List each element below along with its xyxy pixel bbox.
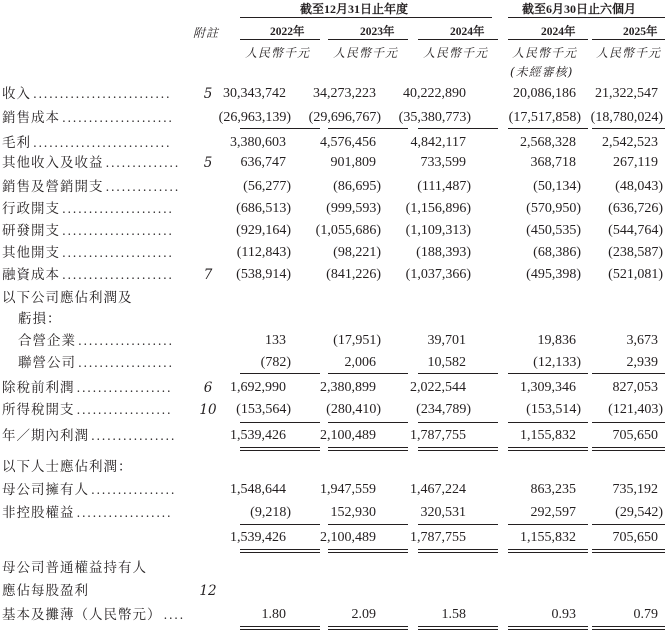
row-label: 虧損： (18, 311, 62, 327)
row-note: 10 (199, 402, 217, 418)
row-note: 5 (203, 86, 213, 102)
row-share-of-profit-heading (0, 288, 665, 308)
row-value: 368,718 (530, 155, 576, 170)
row-revenue (0, 84, 665, 104)
row-value: 40,222,890 (403, 86, 466, 101)
row-note: 5 (203, 155, 213, 171)
row-label: 研發開支 (2, 223, 60, 239)
year-2022: 2022年 (270, 26, 305, 38)
row-value: 1,947,559 (320, 482, 376, 497)
total-double-rule (508, 447, 588, 451)
header-rule-year (240, 17, 492, 18)
row-label: 非控股權益 (2, 505, 75, 521)
subtotal-rule (328, 422, 408, 423)
row-value: 636,747 (240, 155, 286, 170)
row-label: 所得稅開支 (2, 402, 75, 418)
row-value: (570,950) (526, 201, 581, 216)
row-value: 34,273,223 (313, 86, 376, 101)
row-value: 20,086,186 (513, 86, 576, 101)
row-share-of-profit-heading-2 (0, 309, 665, 329)
dot-leader: .................. (78, 334, 174, 348)
row-label: 銷售成本 (2, 110, 60, 126)
unit-2022: 人民幣千元 (245, 46, 311, 60)
row-value: (17,951) (333, 333, 381, 348)
subtotal-rule (418, 422, 498, 423)
row-value: (12,133) (533, 355, 581, 370)
total-double-rule (328, 549, 408, 553)
dot-leader: ................ (91, 483, 177, 497)
dot-leader: .... (163, 608, 185, 622)
unaudited-note: (未經審核) (510, 65, 574, 79)
total-double-rule (418, 626, 498, 630)
row-value: 901,809 (330, 155, 376, 170)
row-value: 2,568,328 (520, 135, 576, 150)
dot-leader: .......................... (33, 87, 172, 101)
row-label: 其他開支 (2, 245, 60, 261)
subtotal-rule (508, 422, 588, 423)
row-value: 2,022,544 (410, 380, 466, 395)
row-value: (26,963,139) (218, 110, 291, 125)
dot-leader: ..................... (62, 111, 174, 125)
row-label: 融資成本 (2, 267, 60, 283)
row-note: 7 (203, 267, 213, 283)
half-2024: 2024年 (541, 26, 576, 38)
row-value: 10,582 (427, 355, 466, 370)
row-value: (29,696,767) (308, 110, 381, 125)
row-value: (841,226) (326, 267, 381, 282)
row-value: (111,487) (417, 179, 471, 194)
row-value: 133 (265, 333, 286, 348)
row-value: 0.79 (633, 607, 658, 622)
dot-leader: .............. (105, 180, 180, 194)
row-value: 705,650 (612, 428, 658, 443)
total-double-rule (328, 447, 408, 451)
row-joint-ventures (0, 331, 665, 351)
total-double-rule (508, 549, 588, 553)
row-label: 聯營公司 (18, 355, 76, 371)
row-profit-for-period (0, 426, 665, 446)
row-value: (18,780,024) (590, 110, 663, 125)
row-label: 銷售及營銷開支 (2, 179, 104, 195)
dot-leader: .................. (76, 403, 173, 417)
row-value: 39,701 (427, 333, 466, 348)
row-value: 3,380,603 (230, 135, 286, 150)
row-value: (234,789) (416, 402, 471, 417)
row-label: 毛利 (2, 135, 31, 151)
dot-leader: ..................... (62, 202, 174, 216)
total-double-rule (418, 447, 498, 451)
row-value: 2,380,899 (320, 380, 376, 395)
row-value: 1,155,832 (520, 530, 576, 545)
row-value: 4,576,456 (320, 135, 376, 150)
row-label: 收入 (2, 86, 31, 102)
subtotal-rule (418, 128, 498, 129)
row-note: 6 (203, 380, 213, 396)
row-value: 320,531 (420, 505, 466, 520)
row-value: 733,599 (420, 155, 466, 170)
row-value: (68,386) (533, 245, 581, 260)
row-value: 2.09 (351, 607, 376, 622)
subtotal-rule (592, 524, 665, 525)
row-value: (636,726) (608, 201, 663, 216)
row-other-income (0, 153, 665, 173)
subtotal-rule (508, 373, 588, 374)
row-value: 1,467,224 (410, 482, 466, 497)
row-value: 705,650 (612, 530, 658, 545)
row-value: (35,380,773) (398, 110, 471, 125)
total-double-rule (240, 626, 320, 630)
row-value: (686,513) (236, 201, 291, 216)
row-label: 母公司普通權益持有人 (2, 560, 147, 576)
header-half-group: 截至6月30日止六個月 (522, 2, 637, 16)
row-value: 1,309,346 (520, 380, 576, 395)
dot-leader: ..................... (62, 268, 174, 282)
row-value: 735,192 (612, 482, 658, 497)
subtotal-rule (418, 373, 498, 374)
year-2024: 2024年 (450, 26, 485, 38)
dot-leader: .................. (76, 506, 173, 520)
row-value: 1,787,755 (410, 530, 466, 545)
row-value: 827,053 (612, 380, 658, 395)
row-label: 母公司擁有人 (2, 482, 89, 498)
row-label: 年／期內利潤 (2, 428, 89, 444)
row-associates (0, 353, 665, 373)
row-cost-of-sales (0, 108, 665, 128)
row-value: (495,398) (526, 267, 581, 282)
row-label: 基本及攤薄（人民幣元） (2, 607, 162, 623)
subtotal-rule (592, 128, 665, 129)
row-value: (153,514) (526, 402, 581, 417)
row-value: (112,843) (236, 245, 291, 260)
row-value: (929,164) (236, 223, 291, 238)
dot-leader: ..................... (62, 246, 174, 260)
row-value: 1,539,426 (230, 530, 286, 545)
row-value: 1,539,426 (230, 428, 286, 443)
row-income-tax (0, 400, 665, 420)
total-double-rule (592, 549, 665, 553)
row-value: (29,542) (615, 505, 663, 520)
row-value: 30,343,742 (223, 86, 286, 101)
row-value: (48,043) (615, 179, 663, 194)
row-value: (544,764) (608, 223, 663, 238)
row-value: (153,564) (236, 402, 291, 417)
row-label: 其他收入及收益 (2, 155, 104, 171)
half-2025: 2025年 (623, 26, 658, 38)
row-label: 合營企業 (18, 333, 76, 349)
row-value: (121,403) (608, 402, 663, 417)
row-value: 863,235 (530, 482, 576, 497)
row-rd-expenses (0, 221, 665, 241)
header-underline-4 (508, 39, 588, 40)
total-double-rule (328, 626, 408, 630)
row-value: (1,055,686) (315, 223, 381, 238)
row-non-controlling (0, 503, 665, 523)
row-value: 1,787,755 (410, 428, 466, 443)
subtotal-rule (508, 524, 588, 525)
total-double-rule (240, 447, 320, 451)
row-value: 152,930 (330, 505, 376, 520)
row-value: 1,548,644 (230, 482, 286, 497)
row-value: 3,673 (626, 333, 658, 348)
subtotal-rule (240, 128, 320, 129)
total-double-rule (592, 447, 665, 451)
row-value: (188,393) (416, 245, 471, 260)
row-value: (50,134) (533, 179, 581, 194)
row-value: 267,119 (613, 155, 658, 170)
row-eps-heading (0, 558, 665, 578)
subtotal-rule (418, 524, 498, 525)
row-value: 1.80 (261, 607, 286, 622)
row-value: (1,037,366) (405, 267, 471, 282)
row-admin-expenses (0, 199, 665, 219)
unit-2025-half: 人民幣千元 (596, 46, 662, 60)
total-double-rule (508, 626, 588, 630)
row-value: (538,914) (236, 267, 291, 282)
row-value: 21,322,547 (595, 86, 658, 101)
subtotal-rule (592, 373, 665, 374)
row-value: 2,100,489 (320, 530, 376, 545)
dot-leader: .......................... (33, 136, 172, 150)
row-value: 4,842,117 (410, 135, 466, 150)
row-other-expenses (0, 243, 665, 263)
row-value: 1,155,832 (520, 428, 576, 443)
unit-2023: 人民幣千元 (333, 46, 399, 60)
row-value: (999,593) (326, 201, 381, 216)
row-eps-basic-diluted (0, 605, 665, 625)
row-selling-expenses (0, 177, 665, 197)
header-underline-1 (240, 39, 320, 40)
row-value: 19,836 (537, 333, 576, 348)
header-underline-3 (418, 39, 498, 40)
unit-2024-half: 人民幣千元 (512, 46, 578, 60)
row-value: (98,221) (333, 245, 381, 260)
row-eps-heading-2 (0, 581, 665, 601)
row-label: 應佔每股盈利 (2, 583, 89, 599)
row-value: (450,535) (526, 223, 581, 238)
row-finance-costs (0, 265, 665, 285)
subtotal-rule (328, 524, 408, 525)
row-value: 2,006 (344, 355, 376, 370)
row-value: 292,597 (530, 505, 576, 520)
dot-leader: .................. (78, 356, 174, 370)
subtotal-rule (240, 422, 320, 423)
row-value: 2,939 (626, 355, 658, 370)
row-attributable-heading (0, 457, 665, 477)
row-label: 除稅前利潤 (2, 380, 75, 396)
row-value: (17,517,858) (508, 110, 581, 125)
total-double-rule (240, 549, 320, 553)
dot-leader: ................ (91, 429, 177, 443)
subtotal-rule (508, 128, 588, 129)
unit-2024: 人民幣千元 (423, 46, 489, 60)
total-double-rule (418, 549, 498, 553)
row-label: 以下人士應佔利潤： (2, 459, 133, 475)
dot-leader: .................. (76, 381, 173, 395)
dot-leader: .............. (105, 156, 180, 170)
subtotal-rule (240, 373, 320, 374)
row-note: 12 (199, 583, 217, 599)
year-2023: 2023年 (360, 26, 395, 38)
total-double-rule (592, 626, 665, 630)
row-value: (521,081) (608, 267, 663, 282)
row-profit-before-tax (0, 378, 665, 398)
row-value: 1,692,990 (230, 380, 286, 395)
subtotal-rule (328, 373, 408, 374)
note-column-header: 附註 (193, 26, 220, 40)
row-value: (9,218) (250, 505, 291, 520)
row-value: 2,542,523 (602, 135, 658, 150)
row-label: 以下公司應佔利潤及 (2, 290, 133, 306)
row-value: 0.93 (551, 607, 576, 622)
row-value: (782) (260, 355, 291, 370)
row-gross-profit (0, 133, 665, 153)
row-value: (56,277) (243, 179, 291, 194)
header-year-group: 截至12月31日止年度 (300, 2, 409, 16)
dot-leader: ..................... (62, 224, 174, 238)
subtotal-rule (592, 422, 665, 423)
header-underline-2 (328, 39, 408, 40)
row-label: 行政開支 (2, 201, 60, 217)
row-value: (1,109,313) (405, 223, 471, 238)
subtotal-rule (240, 524, 320, 525)
row-value: (86,695) (333, 179, 381, 194)
row-value: (280,410) (326, 402, 381, 417)
row-owners-of-parent (0, 480, 665, 500)
header-rule-half (508, 17, 665, 18)
row-value: (1,156,896) (405, 201, 471, 216)
row-attributable-total (0, 528, 665, 548)
row-value: (238,587) (608, 245, 663, 260)
row-value: 2,100,489 (320, 428, 376, 443)
row-value: 1.58 (441, 607, 466, 622)
header-underline-5 (592, 39, 665, 40)
subtotal-rule (328, 128, 408, 129)
